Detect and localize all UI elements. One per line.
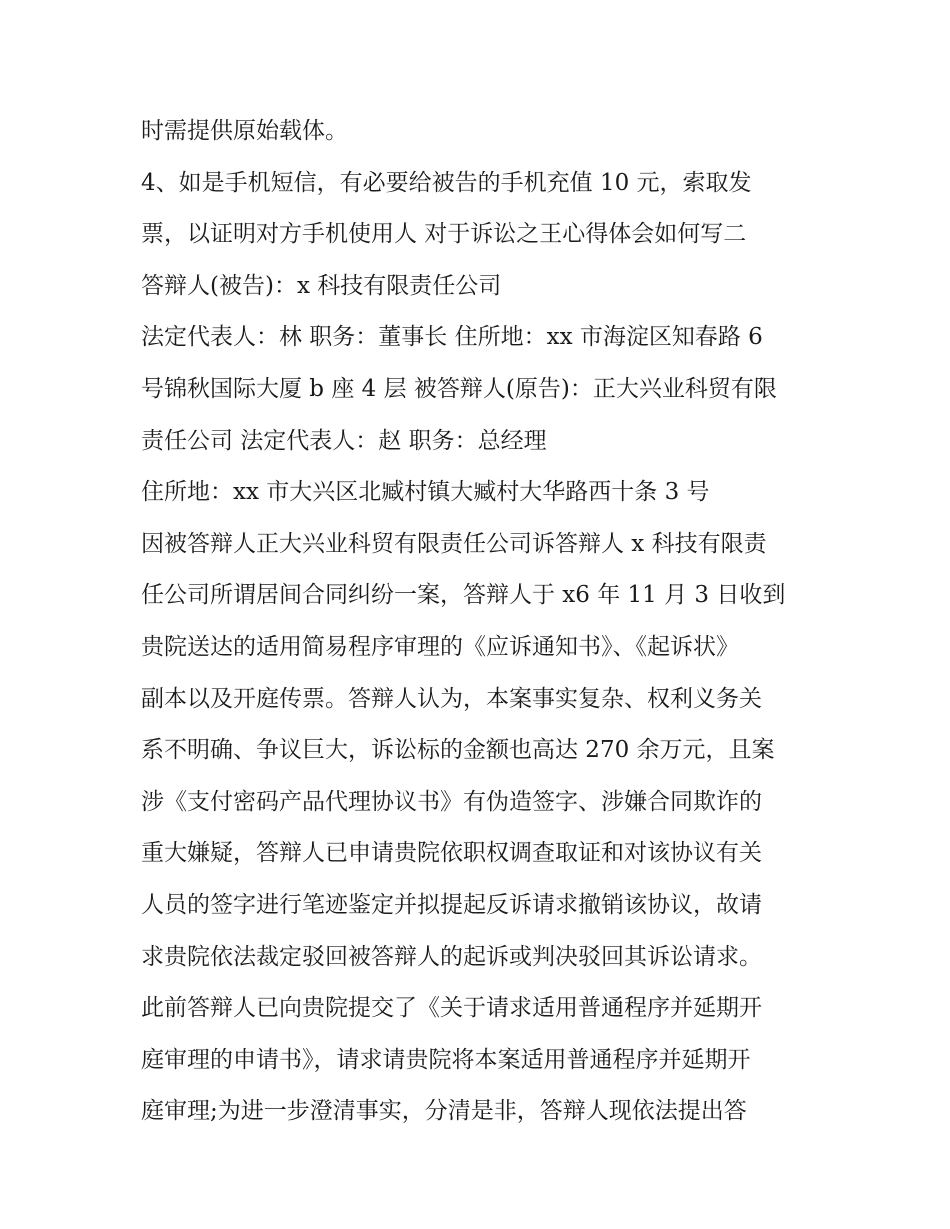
text-line: 庭审理的申请书》，请求请贵院将本案适用普通程序并延期开 [141,1046,751,1073]
text-line: 人员的签字进行笔迹鉴定并拟提起反诉请求撤销该协议，故请 [141,891,762,918]
text-line: 住所地：xx 市大兴区北臧村镇大臧村大华路西十条 3 号 [141,479,710,506]
text-line: 求贵院依法裁定驳回被答辩人的起诉或判决驳回其诉讼请求。 [141,943,762,970]
text-line: 涉《支付密码产品代理协议书》有伪造签字、涉嫌合同欺诈的 [141,788,762,815]
text-line: 号锦秋国际大厦 b 座 4 层 被答辩人(原告)：正大兴业科贸有限 [141,375,777,402]
text-line: 重大嫌疑，答辩人已申请贵院依职权调查取证和对该协议有关 [141,840,762,867]
text-line: 法定代表人：林 职务：董事长 住所地：xx 市海淀区知春路 6 [141,324,763,351]
text-line: 系不明确、争议巨大，诉讼标的金额也高达 270 余万元，且案 [141,737,775,764]
text-line: 责任公司 法定代表人：赵 职务：总经理 [141,427,547,454]
text-line: 4、如是手机短信，有必要给被告的手机充值 10 元，索取发 [141,169,752,196]
document-body [141,106,821,1138]
text-line: 答辩人(被告)：x 科技有限责任公司 [141,272,502,299]
text-line: 贵院送达的适用简易程序审理的《应诉通知书》、《起诉状》 [141,633,739,660]
text-line: 时需提供原始载体。 [141,118,348,144]
text-line: 此前答辩人已向贵院提交了《关于请求适用普通程序并延期开 [141,995,762,1022]
text-line: 任公司所谓居间合同纠纷一案，答辩人于 x6 年 11 月 3 日收到 [141,582,786,609]
text-line: 庭审理;为进一步澄清事实，分清是非，答辩人现依法提出答 [141,1098,747,1125]
text-line: 票，以证明对方手机使用人 对于诉讼之王心得体会如何写二 [141,221,747,248]
text-line: 副本以及开庭传票。答辩人认为，本案事实复杂、权利义务关 [141,685,762,712]
text-line: 因被答辩人正大兴业科贸有限责任公司诉答辩人 x 科技有限责 [141,530,767,557]
